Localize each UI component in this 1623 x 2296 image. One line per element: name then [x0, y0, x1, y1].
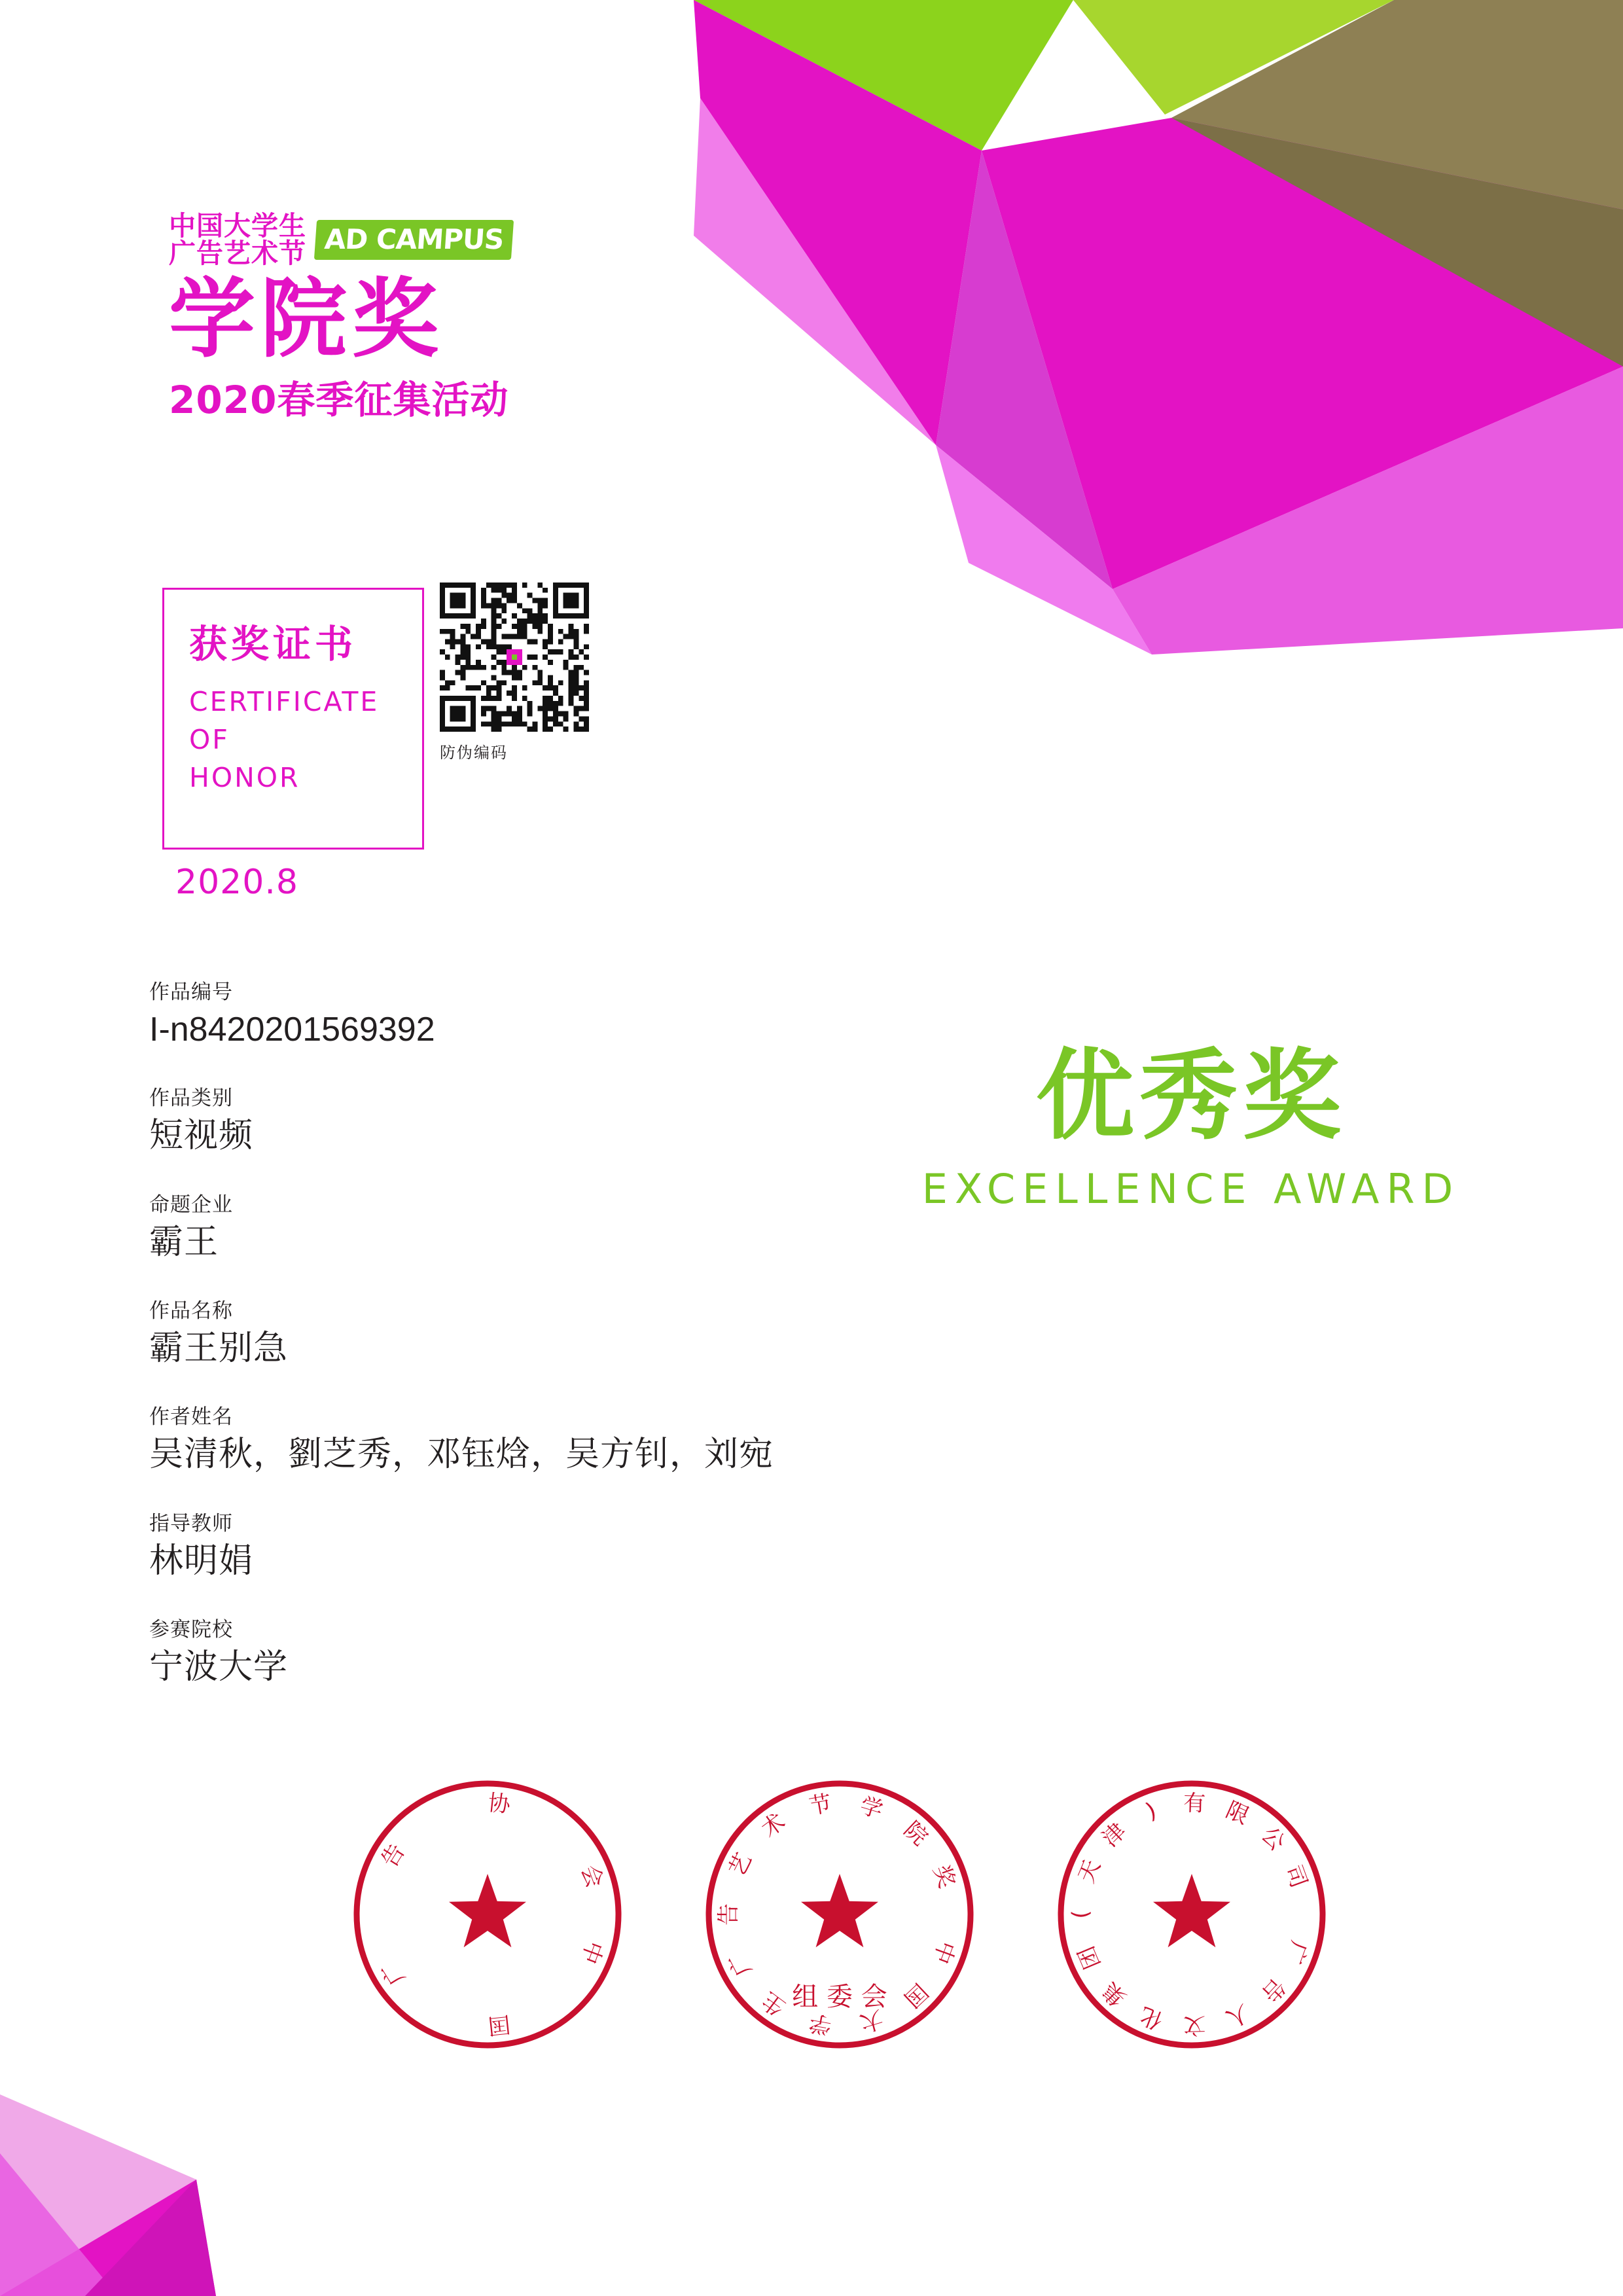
detail-field-label: 参赛院校 [149, 1618, 233, 1642]
svg-text:术: 术 [757, 1808, 791, 1843]
certificate-title-cn: 获奖证书 [189, 622, 357, 666]
svg-text:奖: 奖 [927, 1861, 960, 1892]
detail-field [149, 1294, 967, 1369]
svg-text:限: 限 [1221, 1797, 1253, 1830]
brand-cn-line1: 中国大学生 [169, 210, 306, 242]
svg-text:协: 协 [486, 1789, 512, 1819]
svg-text:公: 公 [1256, 1821, 1291, 1856]
svg-text:告: 告 [1256, 1973, 1291, 2007]
svg-text:广: 广 [1279, 1937, 1312, 1967]
svg-text:有: 有 [1183, 1790, 1206, 1818]
detail-field-label: 作者姓名 [149, 1405, 233, 1429]
award-mark [916, 1039, 1466, 1213]
svg-text:国: 国 [899, 1978, 933, 2013]
award-name-cn: 优秀奖 [1035, 1039, 1346, 1153]
svg-text:国: 国 [486, 2010, 512, 2039]
svg-text:节: 节 [807, 1790, 834, 1820]
svg-text:广: 广 [376, 1956, 411, 1990]
svg-text:学: 学 [857, 1792, 886, 1824]
detail-field [149, 1400, 967, 1475]
certificate-title-en-line2: OF [189, 724, 230, 756]
certificate-title-en-line3: HONOR [189, 762, 300, 794]
seal-guanggao-culture-group [1044, 1767, 1339, 2062]
qr-code-image [440, 583, 589, 732]
svg-text:告: 告 [376, 1839, 411, 1873]
certificate-date: 2020.8 [175, 863, 298, 902]
svg-text:团: 团 [1073, 1942, 1106, 1973]
detail-field [149, 1081, 967, 1156]
detail-field-value: 霸王别急 [149, 1329, 289, 1369]
brand-main-title: 学院奖 [169, 268, 444, 370]
certificate-title-en [189, 683, 422, 797]
svg-text:化: 化 [1135, 2001, 1167, 2034]
svg-text:学: 学 [807, 2009, 834, 2039]
svg-text:大: 大 [857, 2005, 886, 2037]
svg-text:人: 人 [1221, 1999, 1253, 2032]
brand-cn-small [169, 210, 306, 269]
svg-text:(: ( [1067, 1910, 1094, 1919]
svg-text:天: 天 [1073, 1856, 1106, 1887]
detail-field [149, 1613, 967, 1687]
svg-text:司: 司 [1279, 1861, 1312, 1892]
svg-text:会: 会 [575, 1861, 608, 1892]
qr-caption: 防伪编码 [440, 744, 508, 762]
detail-field-value: 霸王 [149, 1222, 219, 1262]
brand-badge-adcampus: AD CAMPUS [314, 220, 514, 260]
svg-text:): ) [1142, 1797, 1160, 1825]
brand-cn-line2: 广告艺术节 [169, 237, 306, 269]
detail-field-label: 指导教师 [149, 1511, 233, 1535]
detail-field-label: 作品类别 [149, 1086, 233, 1111]
brand-subtitle: 2020春季征集活动 [169, 378, 509, 423]
certificate-title-box [162, 588, 424, 850]
brand-logo [169, 210, 640, 424]
svg-text:生: 生 [757, 1986, 791, 2021]
svg-text:院: 院 [899, 1816, 933, 1851]
entry-details [149, 975, 967, 1719]
svg-text:中: 中 [575, 1937, 608, 1967]
anti-counterfeit-qr [440, 583, 596, 762]
seal-china-advertising-association [340, 1767, 635, 2062]
detail-field-value: 吴清秋，劉芝秀，邓钰焓，吴方钊，刘宛 [149, 1435, 774, 1475]
award-name-en: EXCELLENCE AWARD [921, 1165, 1461, 1213]
svg-text:广: 广 [724, 1948, 758, 1981]
detail-field-value: 短视频 [149, 1116, 254, 1156]
svg-text:津: 津 [1097, 1818, 1132, 1852]
detail-field-label: 作品编号 [149, 980, 233, 1004]
detail-field-value: 林明娟 [149, 1541, 254, 1581]
detail-field-label: 作品名称 [149, 1299, 233, 1323]
svg-text:艺: 艺 [724, 1848, 758, 1881]
svg-text:文: 文 [1183, 2011, 1206, 2039]
seal-ad-festival-organizing-committee [692, 1767, 987, 2062]
official-seals [340, 1767, 1453, 2062]
detail-field-label: 命题企业 [149, 1193, 233, 1217]
detail-field-value: I-n8420201569392 [149, 1011, 435, 1049]
svg-text:集: 集 [1097, 1977, 1132, 2011]
detail-field-value: 宁波大学 [149, 1647, 289, 1687]
detail-field [149, 1507, 967, 1581]
svg-text:告: 告 [715, 1903, 742, 1926]
certificate-title-en-line1: CERTIFICATE [189, 686, 380, 717]
brand-logo-top-row [169, 210, 640, 269]
svg-text:组 委 会: 组 委 会 [792, 1982, 887, 2012]
svg-text:中: 中 [927, 1937, 960, 1967]
detail-field [149, 1188, 967, 1263]
detail-field [149, 975, 967, 1050]
